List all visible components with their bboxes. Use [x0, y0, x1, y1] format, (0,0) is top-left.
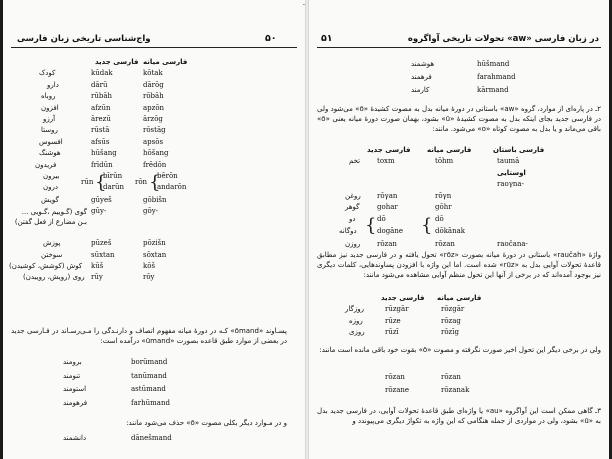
- table-row: [47, 80, 251, 92]
- fa-word: فریدون: [35, 160, 57, 169]
- np-word: sūxtan: [91, 250, 115, 259]
- table-row: [309, 386, 609, 399]
- np-word: tanūmand: [131, 371, 167, 380]
- left-page-number: ۵۰: [265, 33, 277, 44]
- fa-word: کودک: [39, 69, 56, 78]
- table-row: [41, 195, 251, 207]
- op-word: raočana-: [497, 240, 528, 249]
- np-word: afzūn: [91, 103, 111, 112]
- brace-icon: {: [149, 171, 161, 193]
- table-row: [63, 358, 263, 372]
- table-row: [14, 207, 251, 231]
- table-row: [309, 157, 609, 168]
- table-row: [309, 317, 609, 328]
- np-word: kūš: [91, 262, 104, 271]
- table-row: [23, 273, 251, 284]
- table-row: [43, 114, 251, 126]
- np-word: dogāne: [377, 227, 404, 236]
- np-word: rōzan: [385, 373, 405, 381]
- np-word: afsūs: [91, 137, 110, 146]
- paragraph-text: ۲ـ در پاره‌ای از موارد، گروه «aw» باستانی در دورهٔ میانه بدل به مصوت کشیدهٔ «ō» می‌شود ولی در فارسی جدید بجای اینکه بدل به مصوت کشیدهٔ «ū» بشود، بهمان صورت دورهٔ میانه یعنی «ō» باقی می‌ماند و یا بدل به مصوت کوتاه «o» می‌شود. مانند:: [317, 105, 602, 134]
- fa-word: افزون: [41, 103, 59, 112]
- mp-word: apzōn: [143, 103, 165, 112]
- mp-word: rōy: [143, 273, 155, 282]
- fa-word: فرهومند: [63, 398, 88, 407]
- fa-word: تنومند: [63, 371, 81, 380]
- table-row: [39, 69, 251, 80]
- mp-stem: rōn: [135, 177, 148, 186]
- left-page-header: [11, 33, 297, 48]
- fa-word: روغن: [345, 191, 361, 200]
- table-row: [39, 149, 251, 160]
- paragraph-text: پسـاوند «ōmand» کـه در دورهٔ میانه مفهوم اتصاف و دارنـدگی را مـی‌رسـاند در فـارسی جدید در بعضی از موارد طبق قاعده بصورت «ūmand» درآمده است:: [11, 327, 288, 346]
- table-row: [9, 262, 251, 273]
- table-row: [309, 180, 609, 191]
- np-word: rūzgār: [385, 305, 409, 314]
- book-spread: [3, 0, 609, 459]
- mp-word: kōtak: [143, 69, 163, 78]
- col-header-new-persian: فارسی جدید: [381, 294, 425, 302]
- np-word: rūzī: [385, 328, 399, 337]
- fa-word: استومند: [63, 385, 87, 393]
- np-word: hūšang: [91, 149, 117, 158]
- fa-word: گوهر: [345, 202, 360, 211]
- table-row: [41, 250, 251, 262]
- table-row: [309, 203, 609, 214]
- fa-word: دانشمند: [63, 434, 87, 442]
- right-etymology-table: [309, 146, 609, 252]
- fa-word: دارو: [47, 80, 59, 89]
- np-word: kūdak: [91, 69, 113, 78]
- mp-word: tōhm: [435, 157, 454, 166]
- paragraph-text: و در مـوارد دیگر بکلی مصوت «ō» حذف می‌شود مانند:: [126, 419, 287, 427]
- fa-word: فرهمند: [411, 73, 432, 81]
- mp-word: gōhr: [435, 202, 452, 211]
- fa-word: پوزش: [43, 239, 61, 248]
- table-row: [63, 372, 263, 386]
- left-paragraph-2: [11, 418, 287, 428]
- fa-word: روزگار: [345, 305, 364, 314]
- brace-icon: {: [421, 215, 433, 237]
- mp-word: rōbāh: [143, 92, 164, 101]
- col-header-old-persian: فارسی باستان: [493, 146, 545, 154]
- np-word: farahmand: [477, 73, 516, 81]
- right-page-header: [317, 33, 601, 48]
- np-word: bīrūn: [103, 171, 123, 180]
- fa-word: تخم: [349, 157, 361, 166]
- col-header-new-persian: فارسی جدید: [95, 58, 139, 66]
- mp-word: sōxtan: [143, 250, 167, 259]
- fa-word: گویش: [41, 195, 59, 204]
- mp-word: dō: [435, 215, 444, 224]
- col-header-middle-persian: فارسی میانه: [437, 294, 482, 302]
- table-row: [43, 239, 251, 250]
- right-paragraph-3: [317, 345, 601, 355]
- fa-word: افسوس: [39, 137, 63, 146]
- paragraph-text: واژهٔ «raučah» باستانی در دورهٔ میانه بصورت «rōz» تحول یافته و در فارسی جدید نیز مطابق قاعدهٔ تحولات آوایی بدل به «rūz» شده است. اما این واژه با افزودن پساوندهایی، کلمات دیگری نیز بوجود آمده‌اند که در برخی از آنها این تحول منظم آوایی مشاهده می‌شود مانند:: [317, 251, 601, 280]
- left-paragraph-1: [11, 326, 287, 346]
- right-running-title: تحولات تاریخی آواگروه «aw» در زبان فارسی: [407, 34, 599, 44]
- mp-word: bērōn: [157, 171, 178, 180]
- mp-word: rōstāg: [143, 126, 166, 135]
- fa-word: کارمند: [411, 86, 430, 94]
- table-row: [389, 86, 569, 99]
- np-word: rōγan: [377, 191, 398, 200]
- np-word: rōzane: [385, 386, 410, 394]
- np-word: rūze: [385, 316, 401, 325]
- left-page: [3, 0, 305, 459]
- table-row: [35, 160, 251, 172]
- right-ruzan-table: [309, 373, 609, 399]
- fa-word: دو: [349, 215, 356, 224]
- np-word: frīdūn: [91, 160, 113, 169]
- np-word: dō: [377, 215, 386, 224]
- right-paragraph-1: [317, 104, 601, 135]
- fa-word: روزه: [349, 316, 363, 325]
- fa-word: روستا: [41, 126, 58, 135]
- fa-word: گوی (گـوییم ،گـویی ... بـن مضارع از فعل گفتن): [14, 208, 87, 227]
- mp-word: rōzgār: [441, 305, 465, 314]
- brace-icon: {: [365, 215, 377, 237]
- top-mark: ـ: [303, 0, 305, 7]
- table-row: [309, 373, 609, 386]
- left-word-table: [9, 58, 251, 285]
- mp-word: rōzan: [441, 373, 461, 381]
- mp-word: hōšang: [143, 149, 169, 158]
- table-row: [41, 92, 251, 103]
- table-row: [309, 192, 609, 203]
- fa-word: کوش (کوشش، کوشیدن): [9, 262, 83, 271]
- table-header-row: [309, 294, 609, 305]
- np-word: rōzan: [377, 240, 397, 249]
- table-row: [39, 137, 251, 149]
- col-header-middle-persian: فارسی میانه: [143, 58, 188, 66]
- np-word: darūn: [103, 182, 125, 191]
- np-word: astūmand: [131, 385, 166, 393]
- fa-word: روی (رویش، روییدن): [23, 273, 85, 282]
- np-stem: rūn: [81, 177, 94, 186]
- table-row: [309, 328, 609, 339]
- right-ruz-table: [309, 294, 609, 340]
- np-word: farhūmand: [131, 398, 170, 407]
- col-header-new-persian: فارسی جدید: [367, 146, 411, 154]
- np-word: dārū: [91, 80, 108, 89]
- np-word: toxm: [377, 157, 395, 166]
- avestan-label-row: [309, 169, 609, 180]
- mp-word: pōzišn: [143, 239, 166, 248]
- fa-word: درون: [43, 182, 59, 191]
- np-word: hūšmand: [477, 60, 510, 68]
- table-row-brace: [43, 171, 251, 196]
- op-word: taumā: [497, 157, 520, 166]
- right-page-number: ۵۱: [321, 33, 333, 44]
- fa-word: برومند: [63, 358, 82, 366]
- fa-word: هوشمند: [411, 60, 435, 68]
- fa-word: روزی: [349, 328, 365, 337]
- mp-word: rōzanak: [441, 386, 470, 394]
- avestan-label: اوستایی: [497, 168, 526, 177]
- table-row: [63, 385, 263, 399]
- mp-word: kōš: [143, 262, 156, 271]
- paragraph-text: ۳ـ گاهی ممکن است این آواگروه «au» یا واژه‌ای طبق قاعدهٔ تحولات آوایی، در فارسی جدید بدل به «ū» بشود، ولی در مواردی از جمله هنگامی که این واژه به تکواژ دیگری می‌پیوندد و: [317, 407, 601, 426]
- right-paragraph-2: [317, 250, 601, 281]
- mp-word: frēdōn: [143, 160, 167, 169]
- fa-word: سوختن: [41, 250, 63, 259]
- mp-word: ārzōg: [143, 114, 163, 123]
- np-word: rūstā: [91, 126, 110, 135]
- table-row: [389, 73, 569, 86]
- mp-word: rōzīg: [441, 328, 459, 337]
- mp-word: rōzan: [435, 240, 455, 249]
- fa-word: هوشنگ: [39, 149, 61, 158]
- table-header-row: [51, 58, 251, 69]
- mp-word: apsōs: [143, 137, 164, 146]
- fa-word: دوگانه: [339, 227, 357, 236]
- mp-word: dōkānak: [435, 227, 466, 236]
- brace-icon: {: [95, 171, 107, 193]
- mp-word: andarōn: [157, 182, 187, 191]
- mp-word: gōy-: [143, 207, 159, 216]
- mp-word: rōzag: [441, 316, 461, 325]
- right-page: [309, 0, 609, 459]
- table-row: [63, 399, 263, 413]
- table-row: [389, 60, 569, 73]
- np-word: dānešmand: [131, 434, 172, 442]
- np-word: pūzeš: [91, 239, 112, 248]
- np-word: gohar: [377, 202, 398, 211]
- fa-word: بیرون: [43, 171, 60, 180]
- mp-word: rōγn: [435, 191, 452, 200]
- np-word: rūy: [91, 273, 103, 282]
- fa-word: روزن: [345, 240, 361, 249]
- np-word: borūmand: [131, 358, 168, 366]
- mp-word: dārōg: [143, 80, 164, 89]
- table-row: [41, 103, 251, 115]
- table-row-brace: [309, 214, 609, 240]
- right-paragraph-4: [317, 406, 601, 426]
- table-row: [63, 434, 263, 445]
- left-running-title: واج‌شناسی تاریخی زبان فارسی: [17, 34, 151, 44]
- fa-word: روباه: [41, 92, 56, 101]
- left-suffix-table: [63, 358, 263, 412]
- table-row: [309, 305, 609, 316]
- np-word: gūy-: [91, 207, 107, 216]
- left-final-table: [63, 434, 263, 445]
- fa-word: آرزو: [43, 114, 56, 123]
- avestan-word: raoγna-: [497, 180, 524, 189]
- table-row: [41, 126, 251, 137]
- table-header-row: [309, 146, 609, 157]
- paragraph-text: ولی در برخی دیگر این تحول اخیر صورت نگرفته و مصوت «ō» بقوت خود باقی مانده است مانند:: [319, 346, 601, 354]
- np-word: kārmand: [477, 86, 509, 94]
- np-word: ārezū: [91, 114, 111, 123]
- np-word: gūyeš: [91, 195, 112, 204]
- col-header-middle-persian: فارسی میانه: [427, 146, 472, 154]
- right-top-table: [389, 60, 569, 99]
- mp-word: gōbišn: [143, 195, 167, 204]
- np-word: rūbāh: [91, 92, 113, 101]
